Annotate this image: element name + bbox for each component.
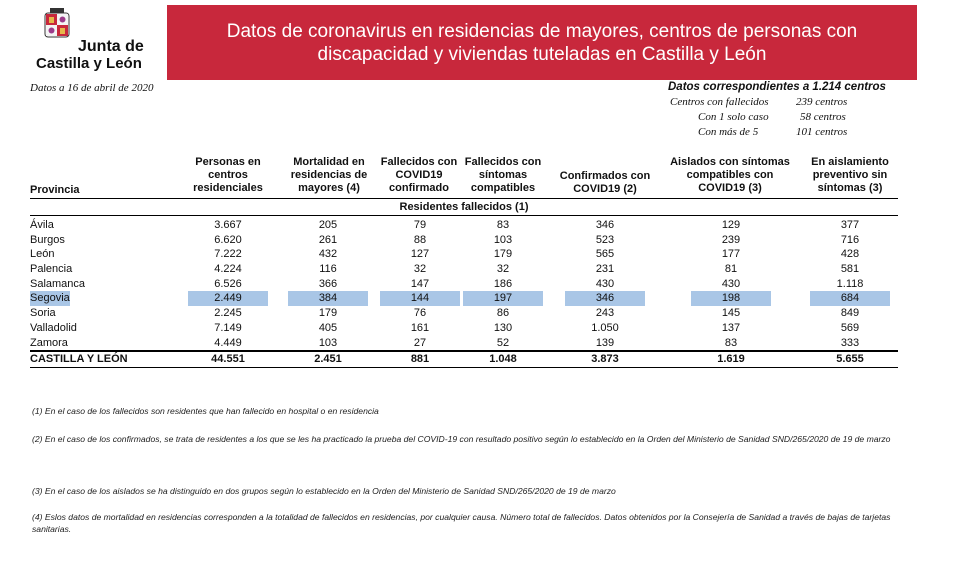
cell-fall_sint: 1.048 [489, 353, 517, 366]
cell-aislados: 145 [721, 307, 741, 320]
cell-mortalidad: 366 [318, 277, 338, 290]
coat-of-arms-icon [42, 8, 72, 38]
cell-fall_sint: 83 [496, 219, 510, 231]
header-aislados: Aislados con síntomas compatibles con COVID19 (3) [670, 156, 790, 194]
table-row [30, 277, 898, 292]
table-row [30, 321, 898, 336]
cell-fall_sint: 52 [496, 336, 510, 349]
cell-mortalidad: 432 [318, 248, 338, 261]
cell-fall_sint: 103 [493, 233, 513, 246]
cell-aislados: 239 [721, 233, 741, 246]
footnote-3: (3) En el caso de los aislados se ha distinguido en dos grupos según lo establecido en la Orden del Ministerio de Sanidad SND/265/2020 de 19 de marzo [32, 486, 616, 496]
cell-fall_sint: 130 [493, 321, 513, 334]
cell-provincia: Segovia [30, 292, 70, 305]
table-row [30, 291, 898, 306]
cell-fall_sint: 197 [463, 291, 543, 306]
cell-aislados: 137 [721, 321, 741, 334]
cell-personas: 44.551 [211, 353, 245, 366]
cell-confirmados: 231 [595, 263, 615, 276]
cell-personas: 2.449 [188, 291, 268, 306]
subheader-rule [30, 215, 898, 216]
cell-confirmados: 523 [595, 233, 615, 246]
header-provincia: Provincia [30, 184, 80, 196]
cell-personas: 4.224 [214, 263, 242, 276]
cell-confirmados: 430 [595, 277, 615, 290]
cell-fall_conf: 76 [413, 307, 427, 320]
cell-mortalidad: 116 [319, 263, 337, 276]
footnote-4: (4) Eslos datos de mortalidad en residencias corresponden a la totalidad de fallecidos en residencias, por cualquier causa. Número total de fallecidos. Datos obtenidos por la Consejería de Sanidad a través de bajas de tarjetas sanitarias. [32, 512, 891, 534]
header-fallecidos-confirmado: Fallecidos con COVID19 confirmado [380, 156, 458, 194]
cell-fall_conf: 32 [413, 263, 427, 276]
logo-line1: Junta de [78, 38, 144, 55]
summary-label: Con más de 5 [698, 126, 759, 138]
cell-fall_sint: 86 [496, 307, 510, 320]
summary-value: 58 centros [800, 111, 846, 123]
cell-provincia: Valladolid [30, 321, 77, 334]
cell-personas: 2.245 [214, 307, 242, 320]
cell-preventivo: 849 [840, 307, 860, 320]
total-row [30, 352, 898, 367]
cell-aislados: 430 [721, 277, 741, 290]
footnote-1: (1) En el caso de los fallecidos son residentes que han fallecido en hospital o en residencia [32, 406, 379, 416]
summary-row [668, 125, 900, 140]
subheader: Residentes fallecidos (1) [399, 201, 529, 213]
summary-row [668, 110, 900, 125]
cell-personas: 3.667 [214, 219, 242, 231]
cell-preventivo: 716 [840, 233, 860, 246]
summary-value: 101 centros [796, 126, 848, 138]
cell-preventivo: 684 [810, 291, 890, 306]
cell-fall_conf: 881 [410, 353, 430, 366]
cell-aislados: 129 [721, 219, 741, 231]
cell-mortalidad: 205 [318, 219, 338, 231]
header-preventivo: En aislamiento preventivo sin síntomas (3) [811, 156, 889, 194]
cell-fall_conf: 127 [410, 248, 430, 261]
cell-provincia: CASTILLA Y LEÓN [30, 353, 128, 366]
header-personas: Personas en centros residenciales [193, 156, 263, 194]
cell-provincia: Burgos [30, 233, 65, 246]
cell-preventivo: 5.655 [836, 353, 864, 366]
cell-mortalidad: 2.451 [314, 353, 342, 366]
table-row [30, 306, 898, 321]
cell-provincia: Salamanca [30, 277, 86, 290]
cell-preventivo: 333 [840, 336, 860, 349]
data-table [30, 218, 898, 368]
logo-line2: Castilla y León [36, 55, 142, 72]
cell-aislados: 1.619 [717, 353, 745, 366]
cell-personas: 6.620 [214, 233, 242, 246]
cell-fall_conf: 79 [413, 219, 427, 231]
cell-confirmados: 1.050 [591, 321, 619, 334]
summary-value: 239 centros [796, 96, 848, 108]
cell-fall_sint: 179 [493, 248, 513, 261]
header-mortalidad: Mortalidad en residencias de mayores (4) [290, 156, 368, 194]
cell-provincia: Ávila [30, 219, 54, 231]
cell-personas: 4.449 [214, 336, 242, 349]
cell-preventivo: 581 [840, 263, 860, 276]
cell-provincia: León [30, 248, 55, 261]
report-date: Datos a 16 de abril de 2020 [30, 82, 154, 94]
header-confirmados: Confirmados con COVID19 (2) [559, 170, 651, 195]
centers-summary [668, 81, 900, 140]
cell-fall_conf: 161 [410, 321, 430, 334]
cell-fall_sint: 186 [493, 277, 513, 290]
cell-mortalidad: 103 [318, 336, 338, 349]
cell-aislados: 83 [724, 336, 738, 349]
summary-row [668, 95, 900, 110]
cell-provincia: Soria [30, 307, 56, 320]
cell-fall_conf: 147 [410, 277, 430, 290]
table-row [30, 247, 898, 262]
table-row [30, 336, 898, 351]
summary-head: Datos correspondientes a 1.214 centros [668, 81, 886, 93]
table-row [30, 262, 898, 277]
title-banner: Datos de coronavirus en residencias de mayores, centros de personas con discapacidad y viviendas tuteladas en Castilla y León [167, 5, 917, 80]
cell-mortalidad: 384 [288, 291, 368, 306]
summary-label: Con 1 solo caso [698, 111, 769, 123]
cell-confirmados: 346 [595, 219, 615, 231]
cell-preventivo: 428 [840, 248, 860, 261]
cell-fall_sint: 32 [496, 263, 510, 276]
cell-mortalidad: 179 [318, 307, 338, 320]
cell-confirmados: 565 [595, 248, 615, 261]
cell-fall_conf: 144 [380, 291, 460, 306]
cell-preventivo: 377 [840, 219, 860, 231]
footnote-2: (2) En el caso de los confirmados, se trata de residentes a los que se les ha practicado la prueba del COVID-19 con resultado positivo según lo establecido en la Orden del Ministerio de Sanidad SND/265/2020 de 19 de marzo [32, 434, 891, 444]
header-fallecidos-sintomas: Fallecidos con síntomas compatibles [464, 156, 542, 194]
junta-logo [36, 6, 166, 70]
header-rule [30, 198, 898, 199]
cell-preventivo: 569 [840, 321, 860, 334]
table-row [30, 233, 898, 248]
cell-mortalidad: 261 [318, 233, 338, 246]
cell-mortalidad: 405 [318, 321, 338, 334]
cell-personas: 7.222 [214, 248, 242, 261]
cell-personas: 7.149 [214, 321, 242, 334]
cell-preventivo: 1.118 [836, 277, 864, 290]
cell-aislados: 198 [691, 291, 771, 306]
cell-provincia: Palencia [30, 263, 73, 276]
cell-aislados: 81 [724, 263, 738, 276]
cell-fall_conf: 88 [413, 233, 427, 246]
cell-fall_conf: 27 [413, 336, 427, 349]
table-row [30, 218, 898, 233]
bottom-rule [30, 367, 898, 368]
cell-provincia: Zamora [30, 336, 68, 349]
cell-confirmados: 243 [595, 307, 615, 320]
cell-confirmados: 3.873 [591, 353, 619, 366]
summary-label: Centros con fallecidos [670, 96, 769, 108]
cell-personas: 6.526 [214, 277, 242, 290]
cell-confirmados: 139 [595, 336, 615, 349]
cell-aislados: 177 [721, 248, 741, 261]
cell-confirmados: 346 [565, 291, 645, 306]
